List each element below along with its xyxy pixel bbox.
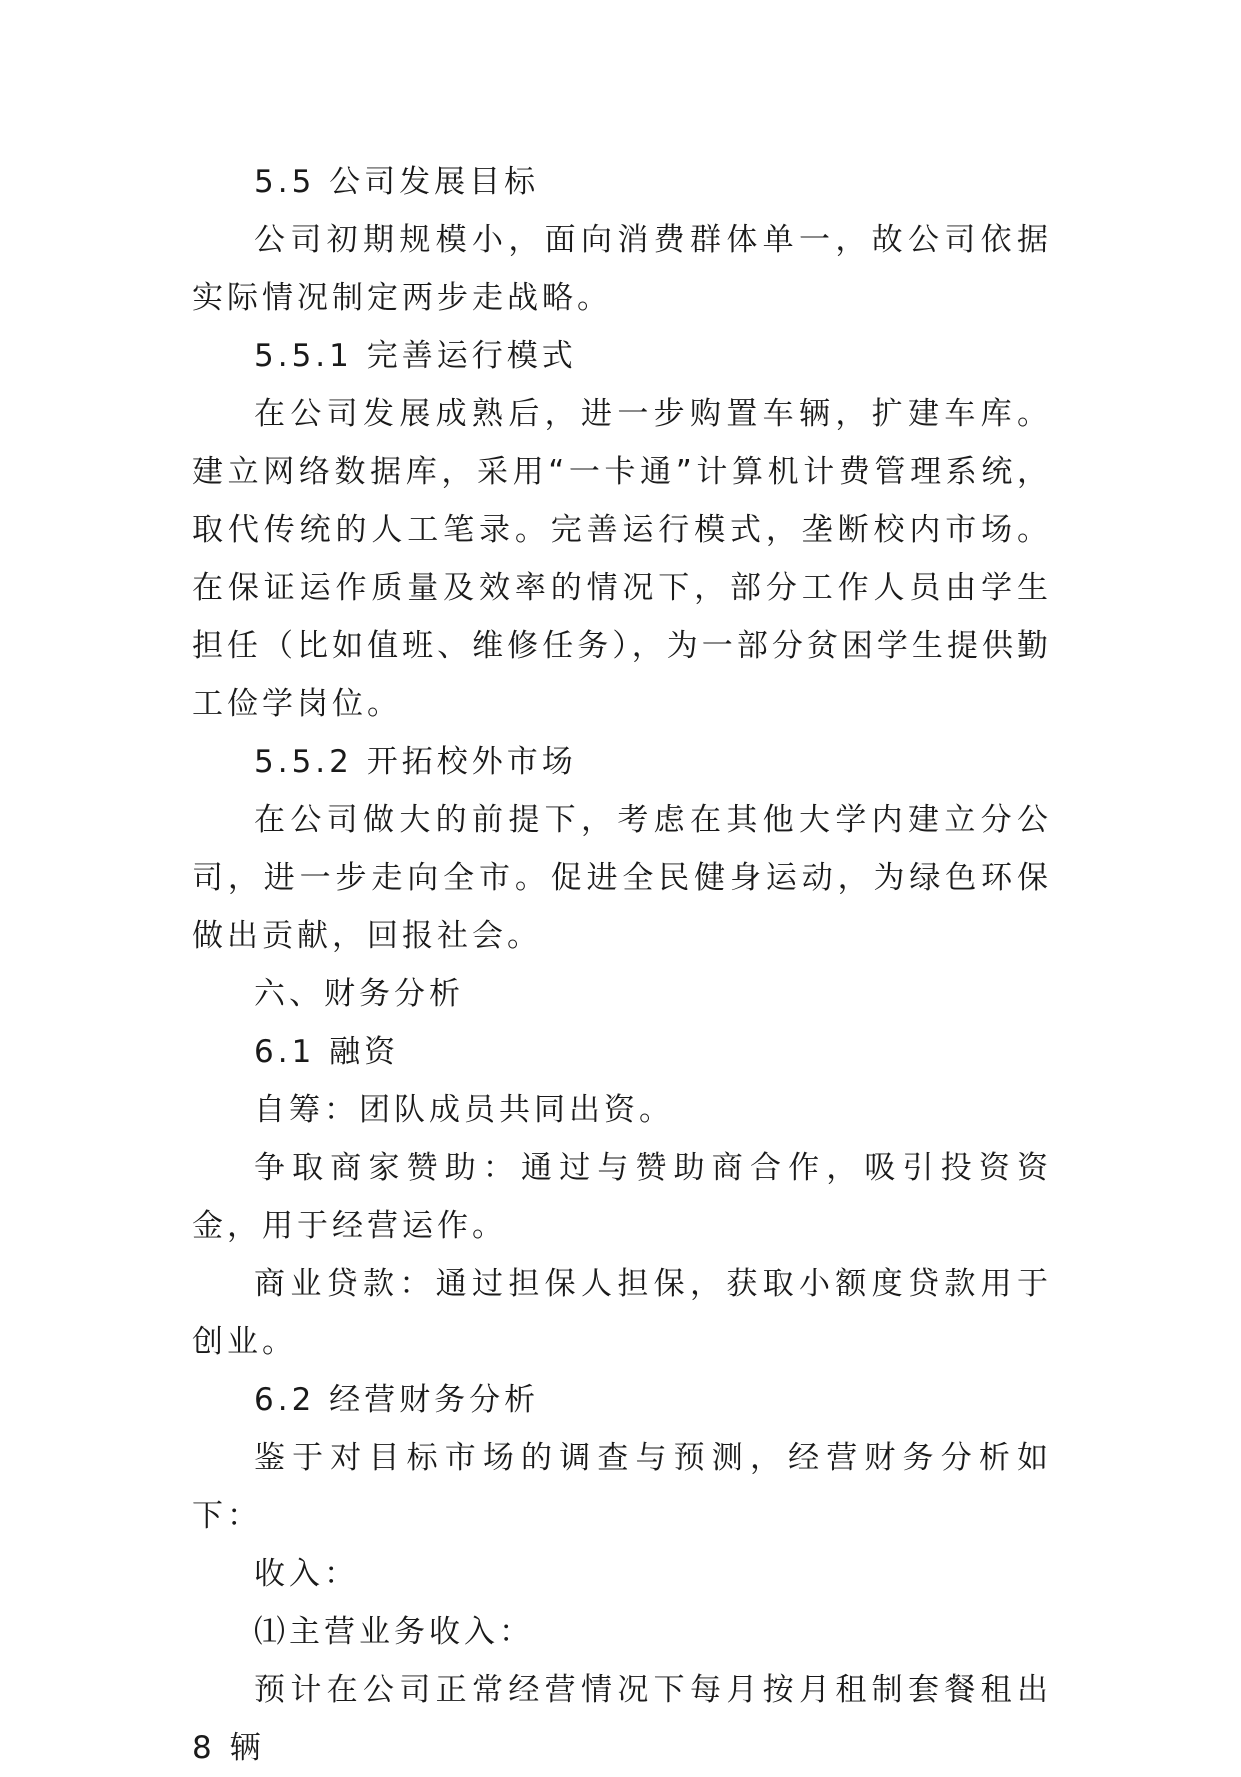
- heading-5-5: 5.5 公司发展目标: [254, 164, 540, 200]
- heading-section-6: 六、财务分析: [254, 976, 464, 1012]
- paragraph-self-funding: 自筹：团队成员共同出资。: [254, 1092, 674, 1128]
- paragraph-operation-mode: 在公司发展成熟后，进一步购置车辆，扩建车库。建立网络数据库，采用“一卡通”计算机计费管理系统，取代传统的人工笔录。完善运行模式，垄断校内市场。在保证运作质量及效率的情况下，部分工作人员由学生担任（比如值班、维修任务），为一部分贫困学生提供勤工俭学岗位。: [192, 396, 1052, 722]
- paragraph-income: 收入：: [254, 1556, 359, 1592]
- paragraph-sponsorship: 争取商家赞助：通过与赞助商合作，吸引投资资金，用于经营运作。: [192, 1150, 1052, 1244]
- document-body: [192, 153, 1052, 1777]
- paragraph-main-income: ⑴主营业务收入：: [254, 1614, 534, 1650]
- heading-5-5-2: 5.5.2 开拓校外市场: [254, 744, 577, 780]
- paragraph-loan: 商业贷款：通过担保人担保，获取小额度贷款用于创业。: [192, 1266, 1052, 1360]
- paragraph-strategy: 公司初期规模小，面向消费群体单一，故公司依据实际情况制定两步走战略。: [192, 222, 1052, 316]
- paragraph-analysis-intro: 鉴于对目标市场的调查与预测，经营财务分析如下：: [192, 1440, 1052, 1534]
- heading-6-2: 6.2 经营财务分析: [254, 1382, 540, 1418]
- paragraph-external-market: 在公司做大的前提下，考虑在其他大学内建立分公司，进一步走向全市。促进全民健身运动，为绿色环保做出贡献，回报社会。: [192, 802, 1052, 954]
- paragraph-forecast: 预计在公司正常经营情况下每月按月租制套餐租出 8 辆: [192, 1672, 1052, 1766]
- heading-6-1: 6.1 融资: [254, 1034, 400, 1070]
- heading-5-5-1: 5.5.1 完善运行模式: [254, 338, 577, 374]
